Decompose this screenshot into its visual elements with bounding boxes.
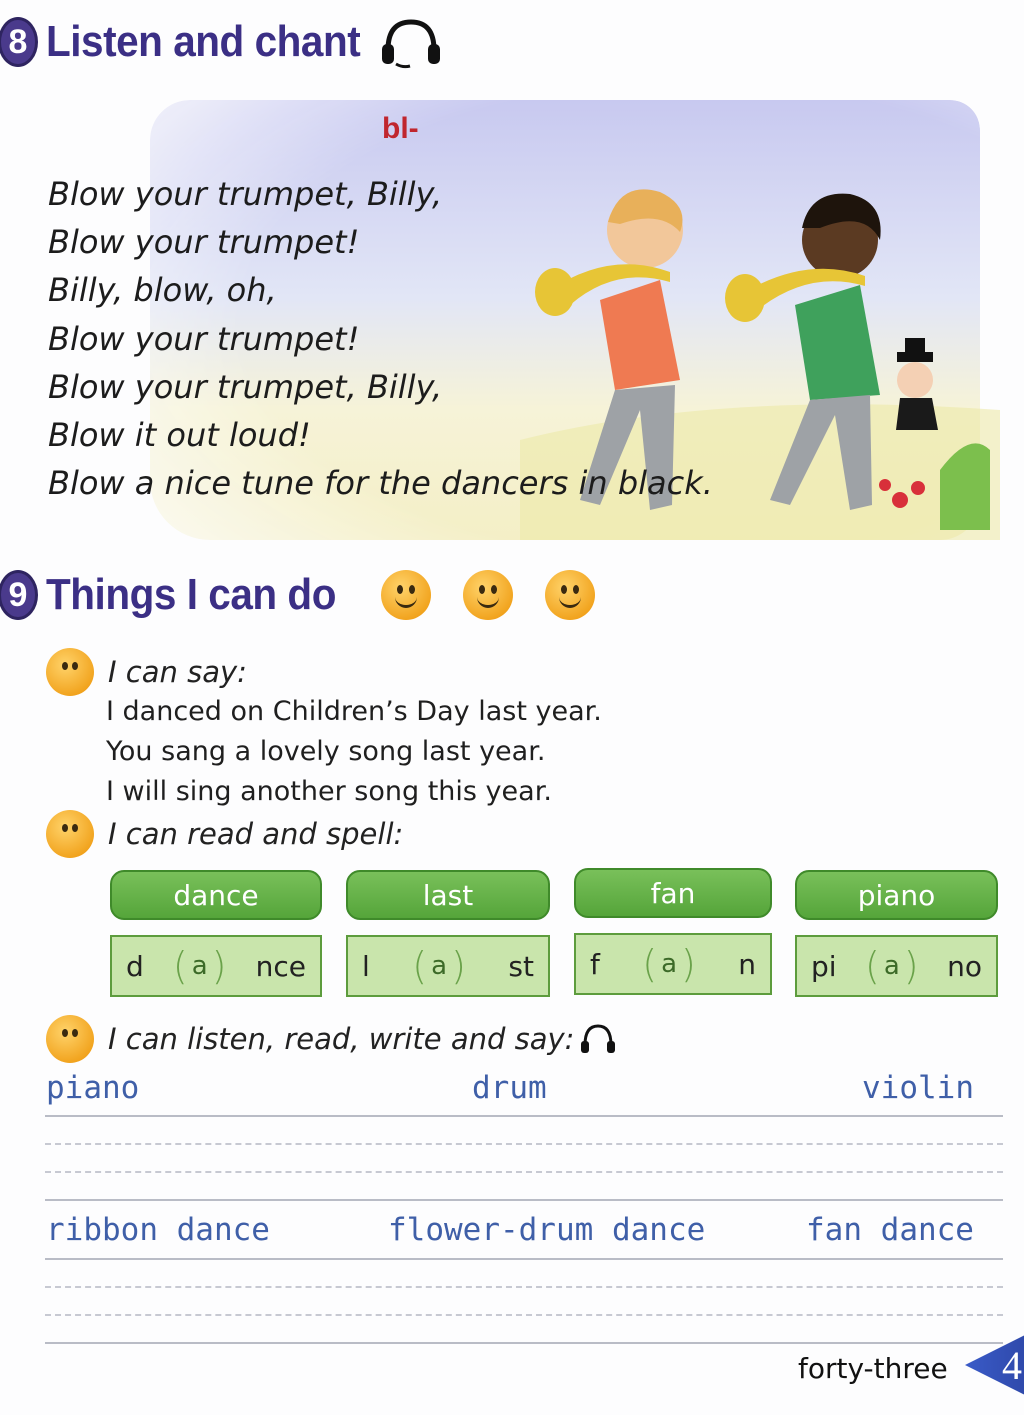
chant-line: Blow it out loud! (48, 416, 311, 455)
vocab-word: fan dance (806, 1212, 974, 1248)
puzzle-start: l (362, 949, 370, 983)
face-icon (46, 1015, 94, 1063)
writing-line[interactable] (45, 1342, 1003, 1344)
chant-line: Blow your trumpet! (48, 319, 360, 358)
puzzle-vowel: a (191, 951, 208, 981)
word-card-last: last (346, 870, 550, 920)
phonics-label: bl- (382, 112, 419, 145)
chant-line: Blow your trumpet, Billy, (48, 367, 443, 406)
vocab-word: drum (472, 1070, 547, 1106)
page-number-words: forty-three (798, 1352, 948, 1385)
chant-line: Blow a nice tune for the dancers in black. (48, 464, 713, 503)
read-spell-heading (46, 810, 403, 858)
sentence: I danced on Children’s Day last year. (106, 696, 602, 727)
vocab-word: piano (46, 1070, 140, 1106)
word-card-fan: fan (574, 868, 772, 918)
read-spell-label: I can read and spell: (108, 817, 404, 851)
writing-line[interactable] (45, 1115, 1003, 1117)
writing-line[interactable] (45, 1314, 1003, 1316)
section-9-header (0, 570, 595, 620)
vocab-word: violin (862, 1070, 974, 1106)
puzzle-vowel: a (431, 951, 448, 981)
puzzle-last: l ( a ) st (346, 935, 550, 997)
headphones-icon (378, 14, 444, 70)
writing-line[interactable] (45, 1171, 1003, 1173)
section-8-header (0, 14, 444, 70)
chant-lyrics (48, 170, 713, 507)
writing-line[interactable] (45, 1258, 1003, 1260)
section-title: Things I can do (46, 570, 336, 619)
puzzle-vowel: a (883, 951, 900, 981)
puzzle-start: pi (811, 949, 837, 983)
writing-line[interactable] (45, 1199, 1003, 1201)
writing-line[interactable] (45, 1286, 1003, 1288)
word-card-dance: dance (110, 870, 322, 920)
puzzle-end: st (508, 949, 534, 983)
smiley-face-icon[interactable] (463, 570, 513, 620)
puzzle-end: nce (255, 949, 306, 983)
vocab-word: flower-drum dance (388, 1212, 706, 1248)
puzzle-fan: f ( a ) n (574, 933, 772, 995)
dancer-figure (896, 338, 938, 430)
sentence: You sang a lovely song last year. (106, 736, 546, 767)
chant-line: Billy, blow, oh, (48, 271, 277, 310)
sentence: I will sing another song this year. (106, 776, 552, 807)
chant-line: Blow your trumpet, Billy, (48, 175, 443, 213)
section-number: 9 (0, 570, 38, 620)
face-icon (46, 810, 94, 858)
puzzle-piano: pi ( a ) no (795, 935, 998, 997)
can-say-label: I can say: (108, 655, 247, 689)
headphones-icon[interactable] (578, 1021, 618, 1057)
puzzle-start: d (126, 949, 144, 983)
puzzle-vowel: a (661, 949, 678, 979)
puzzle-dance: d ( a ) nce (110, 935, 322, 997)
word-card-piano: piano (795, 870, 998, 920)
writing-line[interactable] (45, 1143, 1003, 1145)
listen-label: I can listen, read, write and say: (108, 1022, 575, 1056)
page-number: 4 (1002, 1343, 1022, 1388)
can-say-heading (46, 648, 247, 696)
puzzle-start: f (590, 947, 600, 981)
section-title: Listen and chant (46, 17, 361, 66)
chant-line: Blow your trumpet! (48, 223, 360, 262)
puzzle-end: no (947, 949, 982, 983)
listen-heading (46, 1015, 618, 1063)
puzzle-end: n (738, 947, 756, 981)
face-icon (46, 648, 94, 696)
can-say-sentences (106, 692, 602, 812)
section-number: 8 (0, 17, 38, 67)
smiley-face-icon[interactable] (545, 570, 595, 620)
vocab-word: ribbon dance (46, 1212, 270, 1248)
smiley-face-icon[interactable] (381, 570, 431, 620)
